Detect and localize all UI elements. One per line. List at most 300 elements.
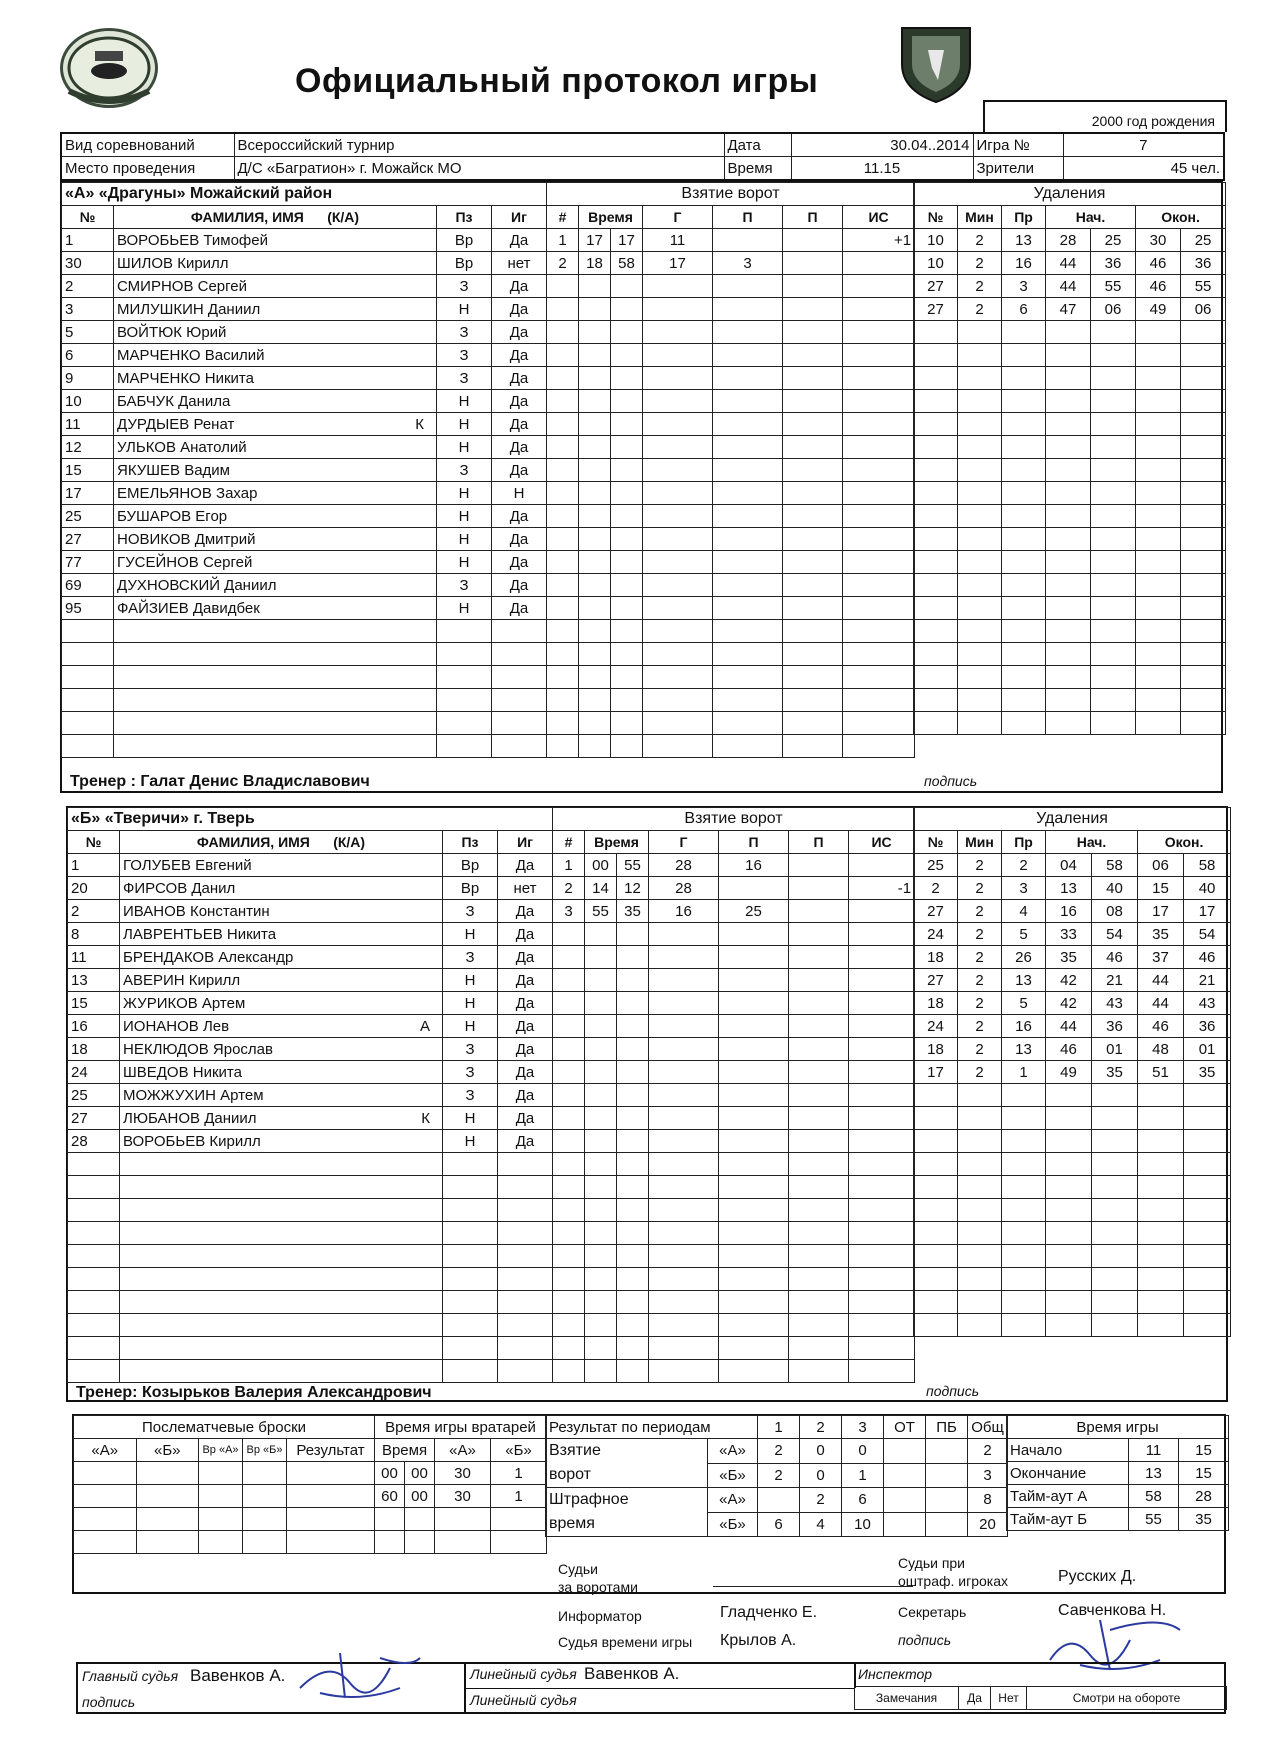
player-row <box>68 1360 553 1383</box>
goal-row <box>547 321 915 344</box>
goal-cell: 55 <box>617 854 649 877</box>
player-name-text: МАРЧЕНКО Василий <box>117 346 265 364</box>
team-a-title: «А» «Драгуны» Можайский район <box>62 183 547 206</box>
player-played: Да <box>492 436 547 459</box>
empty-cell <box>498 1176 553 1199</box>
player-played: Да <box>498 1084 553 1107</box>
penalty-row <box>914 620 1226 643</box>
goal-cell <box>849 1153 915 1176</box>
empty-cell <box>68 1337 120 1360</box>
player-row <box>68 1337 553 1360</box>
penalty-cell <box>1091 689 1136 712</box>
penalty-cell <box>1138 1153 1184 1176</box>
goal-cell <box>783 436 843 459</box>
penalty-row <box>914 854 1231 877</box>
penalty-cell <box>914 1084 958 1107</box>
penalty-cell <box>1002 620 1046 643</box>
player-row <box>68 946 553 969</box>
goal-cell <box>843 505 915 528</box>
goal-cell <box>843 528 915 551</box>
goal-cell <box>643 436 713 459</box>
col-pz: Пз <box>443 831 498 854</box>
penalty-cell <box>1091 551 1136 574</box>
goal-cell <box>585 1291 617 1314</box>
penalty-cell <box>1002 1222 1046 1245</box>
game-time-table: Время игры Начало 11 15 Окончание 13 15 Тайм-аут А 58 28 Тайм-аут Б 55 35 <box>1006 1415 1229 1531</box>
goal-cell <box>547 367 579 390</box>
player-no: 13 <box>68 969 120 992</box>
penalty-cell <box>1181 574 1226 597</box>
penalty-cell: 55 <box>1091 275 1136 298</box>
penalty-cell <box>1184 1222 1231 1245</box>
penalty-cell <box>958 1314 1002 1337</box>
penalty-cell <box>1181 643 1226 666</box>
player-name-text: МОЖЖУХИН Артем <box>123 1086 264 1104</box>
penalty-cell <box>914 505 958 528</box>
goal-cell <box>849 1084 915 1107</box>
page-title: Официальный протокол игры <box>295 62 819 100</box>
goal-cell: 28 <box>649 854 719 877</box>
player-no: 30 <box>62 252 114 275</box>
goal-cell <box>783 643 843 666</box>
gk-col-a: «А» <box>435 1439 491 1462</box>
penalty-row <box>914 1314 1231 1337</box>
player-role: А <box>419 1017 430 1035</box>
goal-cell <box>579 712 611 735</box>
penalty-cell: 2 <box>958 275 1002 298</box>
goal-row <box>553 1061 915 1084</box>
goal-cell <box>547 528 579 551</box>
penalty-cell <box>914 643 958 666</box>
player-row <box>62 505 547 528</box>
empty-cell <box>498 1222 553 1245</box>
goal-cell <box>553 1291 585 1314</box>
empty-cell <box>68 1268 120 1291</box>
penalty-cell <box>914 1314 958 1337</box>
player-name-text: ИОНАНОВ Лев <box>123 1017 230 1035</box>
penalty-cell: 2 <box>958 923 1002 946</box>
player-name <box>114 252 437 275</box>
goal-cell <box>789 854 849 877</box>
penalty-cell <box>958 390 1002 413</box>
penalty-row <box>914 459 1226 482</box>
goal-cell <box>719 1153 789 1176</box>
goal-cell <box>783 689 843 712</box>
timeout-b-label: Тайм-аут Б <box>1007 1508 1129 1531</box>
penalty-cell <box>914 436 958 459</box>
goal-cell <box>611 367 643 390</box>
penalty-cell <box>1046 505 1091 528</box>
player-row <box>62 275 547 298</box>
goal-cell <box>643 275 713 298</box>
goal-cell <box>579 367 611 390</box>
penalty-cell <box>1092 1199 1138 1222</box>
goal-cell <box>649 946 719 969</box>
period-col-total: Общ <box>968 1416 1008 1439</box>
penalty-cell <box>1091 528 1136 551</box>
penalty-row <box>914 436 1226 459</box>
player-row <box>62 597 547 620</box>
goal-cell <box>649 992 719 1015</box>
penalty-cell: 27 <box>914 900 958 923</box>
goal-cell <box>643 574 713 597</box>
penalty-cell <box>958 1084 1002 1107</box>
penalty-cell <box>1002 1291 1046 1314</box>
penalty-cell <box>1002 712 1046 735</box>
penalty-row <box>914 1199 1231 1222</box>
goal-cell <box>611 620 643 643</box>
penalty-cell <box>1002 643 1046 666</box>
penalty-row <box>914 992 1231 1015</box>
goal-cell <box>617 1061 649 1084</box>
goal-cell <box>643 712 713 735</box>
player-row <box>62 321 547 344</box>
goal-row <box>553 900 915 923</box>
remarks-yes: Да <box>959 1687 991 1710</box>
penalty-cell <box>914 413 958 436</box>
goal-cell <box>789 1360 849 1383</box>
penalty-cell: 18 <box>914 992 958 1015</box>
team-b-penalties <box>913 807 1231 1337</box>
penalty-cell: 10 <box>914 252 958 275</box>
shootout-col-b: «Б» <box>136 1439 199 1462</box>
goal-cell <box>547 459 579 482</box>
player-name <box>120 1015 443 1038</box>
goal-col-is: ИС <box>843 206 915 229</box>
goal-cell <box>579 344 611 367</box>
penalty-cell: 04 <box>1046 854 1092 877</box>
penalty-row <box>914 1176 1231 1199</box>
penalty-cell <box>1002 390 1046 413</box>
goal-cell <box>783 321 843 344</box>
player-position: Н <box>437 528 492 551</box>
penalty-cell: 27 <box>914 969 958 992</box>
goal-cell <box>547 551 579 574</box>
penalty-cell: 37 <box>1138 946 1184 969</box>
penalty-cell: 24 <box>914 923 958 946</box>
goal-cell <box>579 390 611 413</box>
goal-cell <box>617 1176 649 1199</box>
penalty-cell: 21 <box>1184 969 1231 992</box>
player-position: Вр <box>443 877 498 900</box>
empty-cell <box>68 1291 120 1314</box>
goal-row <box>547 344 915 367</box>
goal-cell <box>585 1360 617 1383</box>
empty-cell <box>120 1199 443 1222</box>
penalty-cell: 5 <box>1002 923 1046 946</box>
penalty-cell <box>1184 1107 1231 1130</box>
penalty-cell: 13 <box>1002 229 1046 252</box>
goal-row <box>553 1268 915 1291</box>
penalty-cell <box>1091 321 1136 344</box>
goal-row <box>553 1084 915 1107</box>
penalty-cell <box>1136 666 1181 689</box>
goal-cell <box>719 1360 789 1383</box>
penalty-cell <box>1002 1107 1046 1130</box>
empty-cell <box>492 735 547 758</box>
goal-row <box>547 367 915 390</box>
goal-cell <box>579 574 611 597</box>
empty-cell <box>120 1222 443 1245</box>
goal-cell <box>849 1360 915 1383</box>
goal-cell <box>553 946 585 969</box>
goal-cell <box>783 344 843 367</box>
goal-row <box>547 689 915 712</box>
player-no: 3 <box>62 298 114 321</box>
col-name: ФАМИЛИЯ, ИМЯ (К/А) <box>114 206 437 229</box>
penalty-cell <box>1138 1291 1184 1314</box>
goal-cell <box>617 1314 649 1337</box>
empty-cell <box>114 643 437 666</box>
penalty-cell: 06 <box>1091 298 1136 321</box>
player-position: Н <box>443 923 498 946</box>
goal-row <box>553 1107 915 1130</box>
player-row <box>62 712 547 735</box>
player-played: нет <box>492 252 547 275</box>
spectators-label: Зрители <box>973 157 1063 181</box>
goal-cell <box>849 1038 915 1061</box>
empty-cell <box>443 1314 498 1337</box>
empty-cell <box>492 712 547 735</box>
goal-cell <box>643 344 713 367</box>
penalty-cell <box>914 344 958 367</box>
penalty-cell <box>1002 344 1046 367</box>
penalty-cell <box>914 390 958 413</box>
player-name <box>120 1038 443 1061</box>
player-played: Да <box>492 367 547 390</box>
penalty-cell: 36 <box>1091 252 1136 275</box>
goal-cell <box>789 1107 849 1130</box>
goal-cell <box>585 946 617 969</box>
goal-row <box>547 574 915 597</box>
goal-cell <box>643 735 713 758</box>
player-name-text: НОВИКОВ Дмитрий <box>117 530 256 548</box>
penalty-row <box>914 877 1231 900</box>
goal-cell <box>553 1084 585 1107</box>
goal-cell <box>547 344 579 367</box>
goal-cell <box>783 551 843 574</box>
penalty-row <box>914 712 1226 735</box>
goal-cell <box>579 275 611 298</box>
penalty-cell: 58 <box>1184 854 1231 877</box>
penalty-cell: 1 <box>1002 1061 1046 1084</box>
goal-cell <box>617 1038 649 1061</box>
player-position: З <box>437 344 492 367</box>
period-col-3: 3 <box>842 1416 884 1439</box>
period-col-2: 2 <box>800 1416 842 1439</box>
player-name <box>120 1084 443 1107</box>
goal-cell <box>579 436 611 459</box>
goal-col-p1: П <box>719 831 789 854</box>
period-col-1: 1 <box>758 1416 800 1439</box>
penalty-cell: 44 <box>1046 275 1091 298</box>
player-no: 20 <box>68 877 120 900</box>
goal-cell <box>843 482 915 505</box>
informer: Гладченко Е. <box>720 1604 818 1621</box>
col-ig: Иг <box>492 206 547 229</box>
goal-cell: 16 <box>719 854 789 877</box>
goal-cell: 17 <box>579 229 611 252</box>
player-name <box>114 390 437 413</box>
goal-cell <box>579 298 611 321</box>
player-no: 28 <box>68 1130 120 1153</box>
player-row <box>68 1130 553 1153</box>
goal-cell <box>611 597 643 620</box>
penalty-cell <box>1002 1245 1046 1268</box>
player-name <box>114 275 437 298</box>
goal-cell <box>553 1360 585 1383</box>
player-name <box>114 229 437 252</box>
penalty-cell <box>1181 666 1226 689</box>
goal-cell <box>713 643 783 666</box>
goal-cell <box>849 946 915 969</box>
penalty-cell <box>914 367 958 390</box>
player-name <box>114 436 437 459</box>
player-no: 25 <box>62 505 114 528</box>
penalty-cell <box>1091 712 1136 735</box>
penalty-cell <box>1091 597 1136 620</box>
penalty-cell <box>1046 1222 1092 1245</box>
penalty-row <box>914 1291 1231 1314</box>
player-row <box>62 367 547 390</box>
goal-row <box>553 1291 915 1314</box>
pen-col-start: Нач. <box>1046 206 1136 229</box>
team-a-penalties <box>913 182 1226 735</box>
goal-row <box>547 229 915 252</box>
penalty-cell <box>1184 1176 1231 1199</box>
player-played: Да <box>498 1130 553 1153</box>
player-position: З <box>443 1084 498 1107</box>
goal-cell <box>783 735 843 758</box>
penalty-cell <box>1002 1268 1046 1291</box>
penalty-cell <box>1002 413 1046 436</box>
penalty-cell <box>958 597 1002 620</box>
penalty-cell <box>914 459 958 482</box>
player-position: З <box>437 275 492 298</box>
penalty-cell <box>1184 1314 1231 1337</box>
penalty-cell <box>1181 505 1226 528</box>
penalty-cell: 26 <box>1002 946 1046 969</box>
empty-cell <box>498 1337 553 1360</box>
goal-cell <box>643 666 713 689</box>
player-no: 77 <box>62 551 114 574</box>
empty-cell <box>120 1245 443 1268</box>
penalty-row <box>914 900 1231 923</box>
goal-cell <box>649 1199 719 1222</box>
goal-cell <box>553 923 585 946</box>
penalty-cell <box>1136 390 1181 413</box>
player-played: Да <box>492 321 547 344</box>
empty-cell <box>68 1314 120 1337</box>
player-position: Н <box>437 597 492 620</box>
goal-cell <box>789 1291 849 1314</box>
player-row <box>68 1084 553 1107</box>
player-row <box>68 1015 553 1038</box>
penalty-cell <box>914 574 958 597</box>
player-played: Да <box>498 992 553 1015</box>
penalty-cell <box>914 1222 958 1245</box>
penalty-cell <box>914 528 958 551</box>
player-played: Да <box>498 946 553 969</box>
goal-cell <box>617 1107 649 1130</box>
player-played: Н <box>492 482 547 505</box>
goal-cell <box>579 597 611 620</box>
penalty-cell <box>1091 436 1136 459</box>
player-position: З <box>443 900 498 923</box>
penalty-cell: 2 <box>958 1015 1002 1038</box>
empty-cell <box>120 1337 443 1360</box>
penalty-row <box>914 574 1226 597</box>
goal-cell <box>843 413 915 436</box>
goal-cell: 17 <box>643 252 713 275</box>
goal-cell <box>849 1061 915 1084</box>
goal-cell <box>783 298 843 321</box>
penalty-cell: 4 <box>1002 900 1046 923</box>
penalty-cell: 25 <box>1181 229 1226 252</box>
goal-col-time: Время <box>579 206 643 229</box>
penalty-cell: 2 <box>914 877 958 900</box>
penalty-cell: 43 <box>1184 992 1231 1015</box>
penalty-cell: 48 <box>1138 1038 1184 1061</box>
penalty-cell: 3 <box>1002 877 1046 900</box>
goal-row <box>547 666 915 689</box>
goal-cell <box>783 482 843 505</box>
penalty-cell <box>914 1268 958 1291</box>
goal-cell <box>611 643 643 666</box>
player-row <box>62 551 547 574</box>
penalty-row <box>914 344 1226 367</box>
remarks-label: Замечания <box>855 1687 959 1710</box>
player-name-text: ЛАВРЕНТЬЕВ Никита <box>123 925 277 943</box>
penalty-row <box>914 1245 1231 1268</box>
penalty-cell: 2 <box>958 1061 1002 1084</box>
player-played: нет <box>498 877 553 900</box>
player-row <box>68 1222 553 1245</box>
goal-cell <box>643 459 713 482</box>
goal-judges-line <box>713 1586 913 1587</box>
penalty-row <box>914 969 1231 992</box>
penalty-cell <box>1046 482 1091 505</box>
empty-cell <box>68 1222 120 1245</box>
goal-cell: 1 <box>553 854 585 877</box>
team-b-sign-label: подпись <box>926 1383 980 1399</box>
goal-cell <box>843 689 915 712</box>
penalty-cell: 2 <box>958 946 1002 969</box>
goal-cell <box>713 597 783 620</box>
player-played: Да <box>498 1038 553 1061</box>
empty-cell <box>68 1153 120 1176</box>
goal-cell <box>719 1245 789 1268</box>
pim-label: Штрафное время <box>546 1488 708 1537</box>
player-row <box>68 900 553 923</box>
penalty-cell <box>914 620 958 643</box>
empty-cell <box>114 735 437 758</box>
goal-row <box>547 252 915 275</box>
referee-label: Главный судья <box>82 1668 179 1684</box>
goal-cell <box>553 1176 585 1199</box>
goal-cell <box>783 712 843 735</box>
penalty-cell: 44 <box>1138 969 1184 992</box>
birth-year-box <box>983 100 1227 132</box>
goal-row <box>553 1245 915 1268</box>
goal-cell <box>553 1245 585 1268</box>
penalty-cell <box>1002 482 1046 505</box>
penalty-cell: 46 <box>1184 946 1231 969</box>
goal-cell <box>719 1107 789 1130</box>
goal-cell <box>843 298 915 321</box>
player-name <box>114 551 437 574</box>
linesman-label: Линейный судья <box>470 1666 577 1682</box>
